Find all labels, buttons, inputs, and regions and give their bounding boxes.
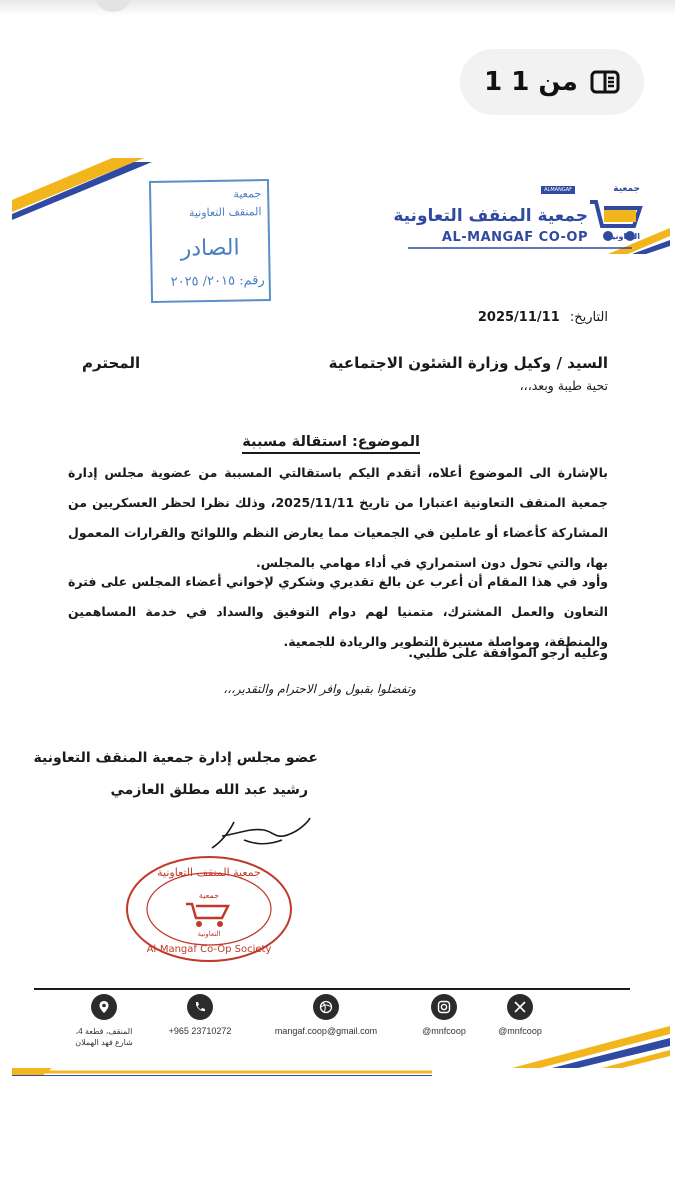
- seal-top-text: جمعية المنقف التعاونية: [157, 866, 261, 879]
- x-twitter-icon: [507, 994, 533, 1020]
- signatory-title: عضو مجلس إدارة جمعية المنقف التعاونية: [33, 750, 318, 766]
- body-paragraph-3: وعليه أرجو الموافقة على طلبي.: [408, 645, 608, 660]
- letterhead-name-ar: جمعية المنقف التعاونية: [393, 206, 588, 226]
- footer-instagram-handle: @mnfcoop: [422, 1026, 466, 1036]
- header-rule: [12, 226, 670, 256]
- book-icon: [590, 70, 620, 94]
- footer-address-line-1: المنقف، قطعة 4،: [75, 1027, 133, 1036]
- footer-email: mangaf.coop@gmail.com: [274, 1026, 378, 1036]
- subject-line: الموضوع: استقالة مسببة: [242, 434, 420, 454]
- body-paragraph-2: وأود في هذا المقام أن أعرب عن بالغ تقديري وشكري لإخواني أعضاء المجلس على فترة التعاون والعمل المشترك، متمنيا لهم دوام التوفيق والسداد في خدمة المساهمين والمنطقة، ومواصلة مسيرة التطوير والريادة للجمعية.: [68, 574, 608, 649]
- closing-line: وتفضلوا بقبول وافر الاحترام والتقدير،،،: [223, 682, 416, 696]
- seal-cart-icon: [186, 904, 228, 918]
- page-indicator-text: 1 من 1: [484, 67, 578, 97]
- letterhead-name-en: AL-MANGAF CO-OP: [441, 230, 588, 245]
- signatory-name: رشيد عبد الله مطلق العازمي: [110, 782, 308, 798]
- seal-taawuniya-text: التعاونية: [197, 930, 221, 938]
- footer-address-line-2: شارع فهد الهملان: [75, 1038, 133, 1047]
- footer-phone: +965 23710272: [168, 1026, 232, 1036]
- honorific: المحترم: [82, 354, 141, 372]
- seal-jamiya-text: جمعية: [198, 891, 220, 900]
- logo-tag: ALMANGAF: [541, 186, 575, 194]
- letter-date: [478, 310, 608, 325]
- body-paragraph-1: بالإشارة الى الموضوع أعلاه، أتقدم اليكم باستقالتي المسببة من عضوية مجلس إدارة جمعية المنقف التعاونية اعتبارا من تاريخ 2025/11/11، وذلك نظرا لحظر العسكريين من المشاركة كأعضاء أو عاملين في الجمعيات مما يعارض النظم واللوائح والقرارات المعمول بها، والتي تحول دون استمراري في أداء مهامي بالمجلس.: [68, 465, 608, 570]
- footer-top-rule: [34, 986, 630, 992]
- header-stripes-left: [12, 158, 152, 220]
- stamp-line-2: المنقف التعاونية: [188, 205, 262, 220]
- footer-x-handle: @mnfcoop: [498, 1026, 542, 1036]
- date-value: 2025/11/11: [477, 310, 560, 325]
- document-page: [12, 158, 670, 1076]
- handwritten-signature: [204, 810, 314, 858]
- addressee: السيد / وكيل وزارة الشئون الاجتماعية: [328, 354, 608, 372]
- instagram-icon: [431, 994, 457, 1020]
- stamp-ref: رقم: ٢٠١٥/ ٢٠٢٥: [170, 273, 265, 290]
- greeting: تحية طيبة وبعد،،،: [519, 378, 608, 393]
- date-label: التاريخ:: [569, 310, 608, 325]
- stamp-label: الصادر: [180, 235, 240, 262]
- society-seal: [124, 854, 294, 964]
- logo-taawuniya-text: التعاونية: [607, 232, 640, 241]
- phone-icon: [187, 994, 213, 1020]
- page-indicator[interactable]: [460, 49, 644, 115]
- location-icon: [91, 994, 117, 1020]
- footer-stripes: [12, 1020, 670, 1076]
- stamp-line-1: جمعية: [233, 187, 262, 201]
- logo-jamiya-text: جمعية: [613, 184, 640, 194]
- seal-bottom-text: Al-Mangaf Co-Op Society: [146, 944, 272, 955]
- outgoing-stamp: [149, 179, 271, 303]
- email-icon: [313, 994, 339, 1020]
